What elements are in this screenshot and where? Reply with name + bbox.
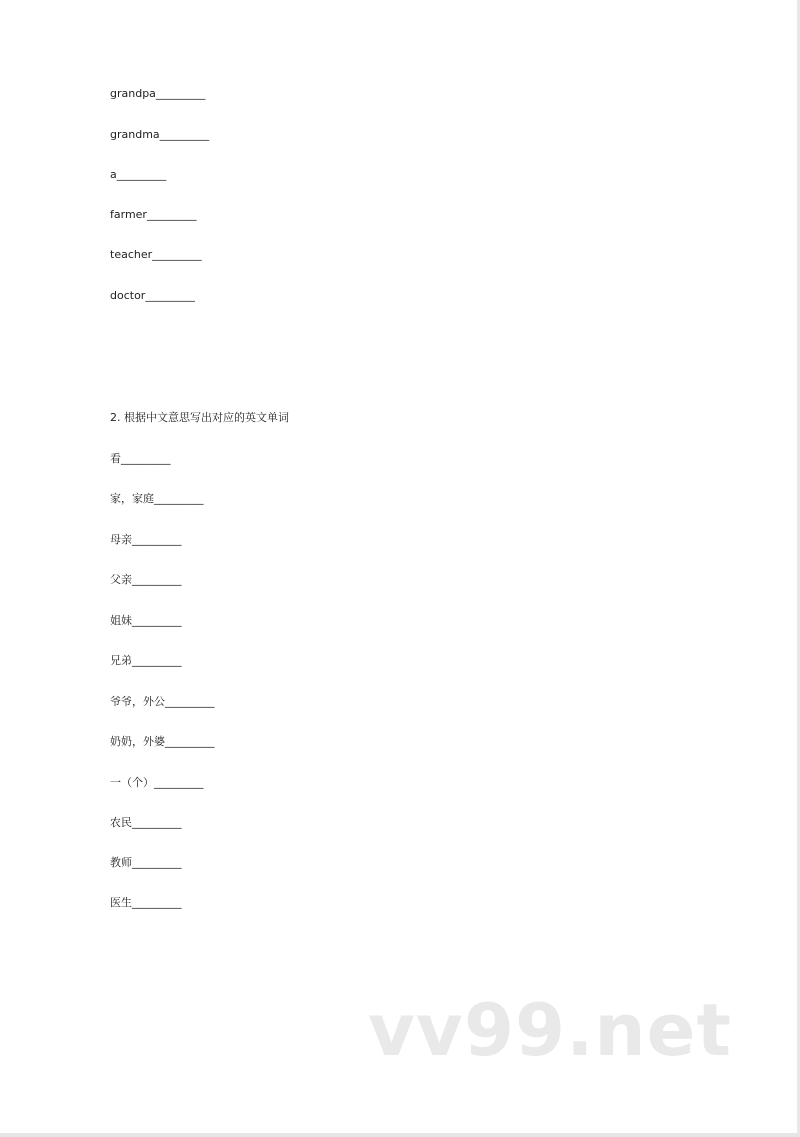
page-edge-bottom bbox=[0, 1133, 800, 1137]
exercise-item-brother: 兄弟_________ bbox=[110, 654, 182, 667]
exercise-item-doctor-cn: 医生_________ bbox=[110, 896, 182, 909]
exercise-item-doctor: doctor_________ bbox=[110, 289, 195, 302]
exercise-item-home: 家，家庭_________ bbox=[110, 492, 204, 505]
exercise-item-grandmother: 奶奶，外婆_________ bbox=[110, 735, 215, 748]
exercise-item-a: a_________ bbox=[110, 168, 167, 181]
exercise-item-grandpa: grandpa_________ bbox=[110, 87, 206, 100]
watermark: vv99.net bbox=[368, 988, 732, 1072]
exercise-item-grandma: grandma_________ bbox=[110, 128, 210, 141]
section-heading: 2. 根据中文意思写出对应的英文单词 bbox=[110, 411, 289, 424]
exercise-item-look: 看_________ bbox=[110, 452, 171, 465]
exercise-item-mother: 母亲_________ bbox=[110, 533, 182, 546]
exercise-item-father: 父亲_________ bbox=[110, 573, 182, 586]
exercise-item-one: 一（个）_________ bbox=[110, 776, 204, 789]
exercise-item-farmer: farmer_________ bbox=[110, 208, 197, 221]
exercise-item-grandfather: 爷爷，外公_________ bbox=[110, 695, 215, 708]
exercise-item-teacher-cn: 教师_________ bbox=[110, 856, 182, 869]
exercise-item-sister: 姐妹_________ bbox=[110, 614, 182, 627]
exercise-item-farmer-cn: 农民_________ bbox=[110, 816, 182, 829]
exercise-item-teacher: teacher_________ bbox=[110, 248, 202, 261]
